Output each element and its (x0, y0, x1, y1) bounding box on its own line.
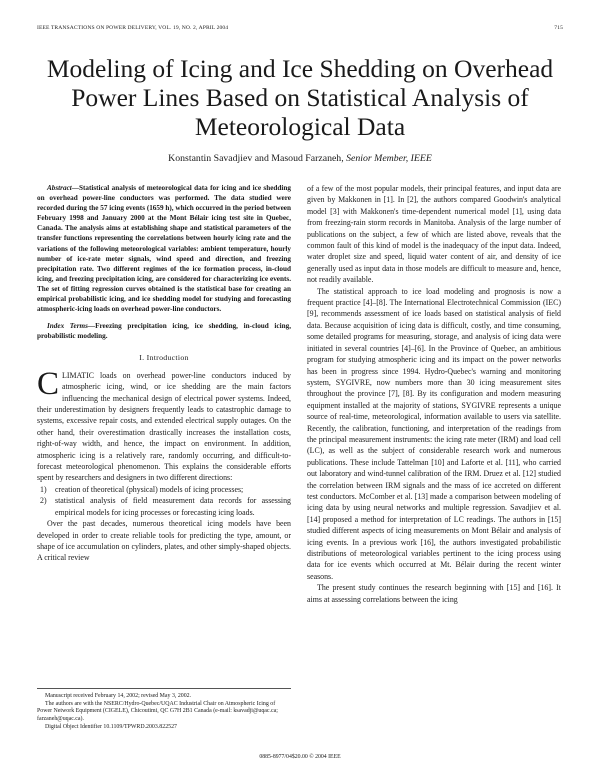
drop-cap: C (37, 365, 60, 402)
abstract (37, 183, 291, 314)
list-number: 1) (40, 484, 47, 494)
journal-header: IEEE TRANSACTIONS ON POWER DELIVERY, VOL. 19, NO. 2, APRIL 2004 (37, 25, 229, 31)
running-header (37, 25, 563, 35)
footnote (37, 688, 291, 732)
intro-paragraph-1 (37, 365, 291, 484)
footnote-received: Manuscript received February 14, 2002; revised May 3, 2002. (45, 693, 192, 699)
intro-text: LIMATIC loads on overhead power-line conductors induced by atmospheric icing, wind, or ice shedding are the main factors influencing the mechanical design of electrical power systems. Indeed, their underestimation by designers frequently leads to catastrophic damage to systems, excessive repair costs, and extended electrical supply outages. On the other hand, their overestimation drastically increases the installation costs, right-of-way width, and hence, the impact on environment. In addition, atmospheric icing is a relatively rare, randomly occurring, and difficult-to-forecast meteorological phenomenon. This explains the considerable efforts spent by researchers and designers in two different directions: (37, 370, 291, 483)
abstract-label: Abstract— (47, 184, 79, 192)
page-number: 715 (554, 25, 563, 31)
list-number: 2) (40, 496, 47, 506)
list-item (37, 484, 291, 495)
left-column (37, 183, 291, 564)
right-paragraph-2: The statistical approach to ice load modeling and prognosis is now a frequent practice [4]–[8]. The International Electrotechnical Commission (IEC) [9], recommends assessment of ice loads based on statistical analysis of field data. Because acquisition of icing data is difficult, costly, and time consuming, some detailed programs for measuring, storage, and analysis of icing data were initiated in several countries [4]–[6]. In the Province of Quebec, an ambitious program for studying atmospheric icing and its impact on the power networks has been in progress since 1994. Hydro-Quebec's warning and monitoring system, SYGIVRE, now numbers more than 30 icing measurement sites throughout the province [7], [8]. By its configuration and modern measuring equipment installed at the majority of stations, SYGIVRE represents a unique source of real-time, meteorological, information available to users via satellite. Recently, the calibration, functioning, and interpretation of the readings from the principal measurement instruments: the icing rate meter (IRM) and load cell (LC), as well as the subject of considerable research work and numerous publications. These include Tattelman [10] and Laforte et al. [11], who carried out laboratory and wind-tunnel calibration of the IRM. Druez et al. [12] studied the correlation between IRM signals and the mass of ice accreted on different test conductors. McComber et al. [13] made a comparison between modeling of icing data by using neural networks and multiple regression. Savadjiev et al. [14] proposed a method for interpretation of LC readings. The authors in [15] studied different aspects of icing measurements on Mont Bélair and analysis of icing events. In a previous work [16], the authors investigated probabilistic distributions of meteorological variables pertinent to the icing process using data for ice events which occurred at Mt. Bélair during the recent winter seasons. (307, 286, 561, 581)
right-column (307, 183, 561, 605)
section-heading: I. Introduction (139, 353, 189, 363)
footnote-affiliation: The authors are with the NSERC/Hydro-Quebec/UQAC Industrial Chair on Atmospheric Icing of Power Network Equipment (CIGELE), Chicoutimi, QC G7H 2B1 Canada (e-mail: ksavadji@uqac.ca; farzaneh@uqac.ca). (37, 700, 278, 723)
copyright-footer: 0885-8977/04$20.00 © 2004 IEEE (259, 754, 341, 760)
list-text: statistical analysis of field measurement data records for assessing empirical models for icing processes or forecasting icing loads. (55, 496, 291, 517)
abstract-text: Statistical analysis of meteorological data for icing and ice shedding on overhead power-line conductors was performed. The data studied were recorded during the 57 icing events (1659 h), which occurred in the period between February 1998 and January 2000 at the Mont Bélair icing test site in Quebec, Canada. The analysis aims at establishing shape and statistical parameters of the transfer functions representing the correlations between hourly icing rate and the variations of the following meteorological variables: ambient temperature, hourly number of ice-rate meter signals, wind speed and direction, and freezing precipitation rate. Two different regimes of the ice formation process, in-cloud icing, and freezing precipitation icing, are considered for characterizing ice events. The set of fitting regression curves obtained is the statistical base for creating an empirical probabilistic icing, and ice shedding model for studying and forecasting atmospheric-icing loads on overhead power-line conductors. (37, 184, 291, 314)
list-item (37, 495, 291, 518)
paper-title: Modeling of Icing and Ice Shedding on Overhead Power Lines Based on Statistical Analysis of Meteorological Data (46, 54, 554, 141)
author-membership: Senior Member, IEEE (346, 153, 432, 164)
right-paragraph-3: The present study continues the research beginning with [15] and [16]. It aims at assessing correlations between the icing (307, 583, 561, 604)
direction-list (37, 484, 291, 518)
intro-paragraph-2: Over the past decades, numerous theoretical icing models have been developed in order to create reliable tools for predicting the type, amount, or shape of ice accumulation on cylinders, plates, and other simply-shaped objects. A critical review (37, 519, 291, 563)
footnote-doi: Digital Object Identifier 10.1109/TPWRD.2003.822527 (45, 723, 177, 730)
list-text: creation of theoretical (physical) models of icing processes; (55, 484, 244, 494)
index-terms-label: Index Terms— (47, 322, 96, 331)
author-line (30, 153, 570, 164)
index-terms (37, 321, 291, 341)
right-paragraph-1: of a few of the most popular models, their principal features, and input data are given by Makkonen in [1]. In [2], the authors compared Goodwin's analytical model [3] with Makkonen's time-dependent numerical model [1], using data from freezing-rain storm records in Manitoba. Analysis of the large number of publications on the subject, a few of which are listed above, reveals that the common fault of this kind of model is the inadequacy of the input data. Indeed, water droplet size and speed, liquid water content of air, and density of ice generally used as input data in those models are difficult to measure and, hence, not readily available. (307, 184, 561, 285)
index-terms-text: Freezing precipitation icing, ice shedding, in-cloud icing, probabilistic modeling. (37, 322, 291, 341)
author-names: Konstantin Savadjiev and Masoud Farzaneh, (168, 153, 344, 164)
